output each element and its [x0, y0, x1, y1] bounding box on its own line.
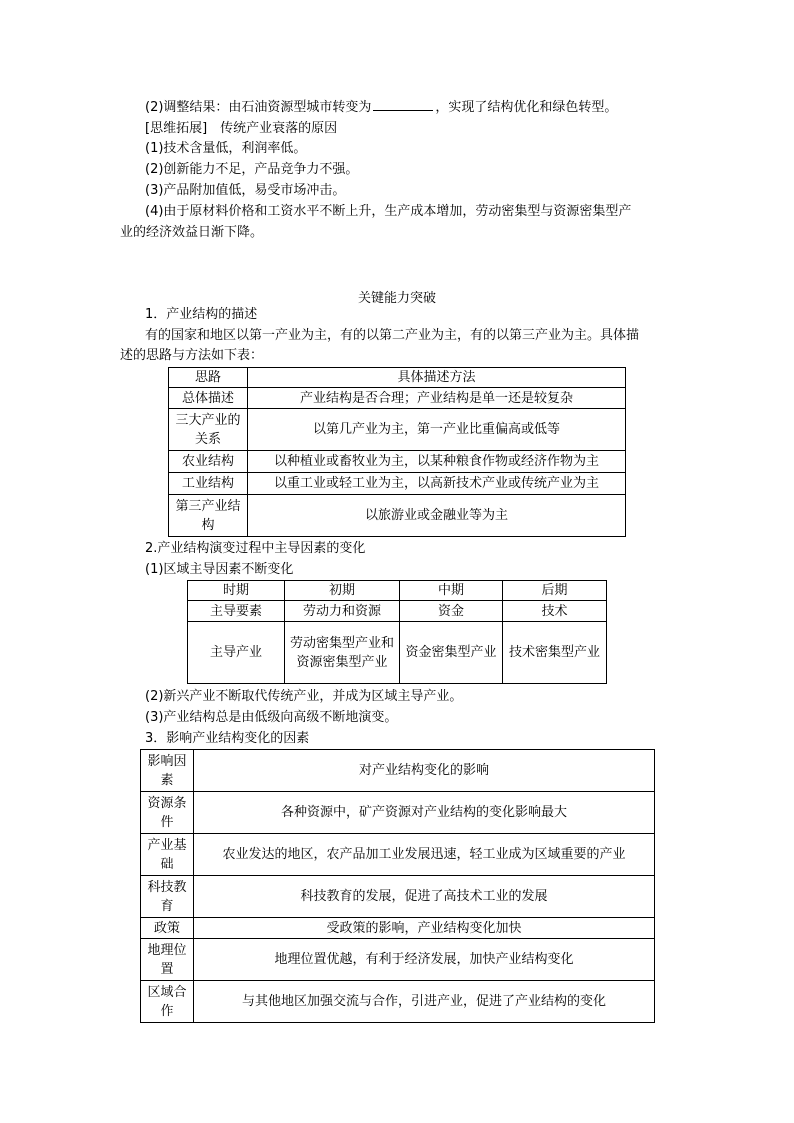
adjust-result-text-before: (2)调整结果：由石油资源型城市转变为 — [145, 100, 372, 115]
table-header-row — [141, 750, 655, 792]
table-row — [188, 622, 607, 684]
table-header-cell: 初期 — [285, 581, 400, 601]
table-row — [169, 495, 626, 537]
table-cell: 政策 — [141, 918, 194, 939]
reason-item-4: (4)由于原材料价格和工资水平不断上升，生产成本增加，劳动密集型与资源密集型产 — [145, 204, 632, 219]
table-row — [141, 876, 655, 918]
section-title: 关键能力突破 — [357, 291, 436, 306]
table-cell: 第三产业结构 — [169, 495, 248, 537]
section-1-heading: 1．产业结构的描述 — [145, 307, 258, 322]
table-cell: 主导要素 — [188, 601, 285, 622]
table-header-row — [169, 368, 626, 388]
table-cell: 地理位置优越，有利于经济发展，加快产业结构变化 — [194, 939, 655, 981]
table-cell: 三大产业的关系 — [169, 409, 248, 451]
reason-item-3: (3)产品附加值低，易受市场冲击。 — [145, 183, 346, 198]
section-2-sub-3: (3)产业结构总是由低级向高级不断地演变。 — [145, 710, 398, 725]
table-cell: 地理位置 — [141, 939, 194, 981]
table-cell: 与其他地区加强交流与合作，引进产业，促进了产业结构的变化 — [194, 981, 655, 1023]
section-3-heading: 3．影响产业结构变化的因素 — [145, 731, 310, 746]
section-2-heading: 2.产业结构演变过程中主导因素的变化 — [145, 541, 366, 556]
section-1-paragraph-line-1: 有的国家和地区以第一产业为主，有的以第二产业为主，有的以第三产业为主。具体描 — [145, 328, 640, 343]
table-cell: 技术 — [503, 601, 607, 622]
table-row — [169, 388, 626, 409]
table-cell: 总体描述 — [169, 388, 248, 409]
table-row — [169, 451, 626, 473]
table-cell: 资源条件 — [141, 792, 194, 834]
table-header-cell: 对产业结构变化的影响 — [194, 750, 655, 792]
table-cell: 以第几产业为主，第一产业比重偏高或低等 — [248, 409, 626, 451]
table-row — [141, 918, 655, 939]
table-header-cell: 后期 — [503, 581, 607, 601]
table-row — [141, 981, 655, 1023]
table-row — [141, 792, 655, 834]
answer-blank[interactable] — [373, 98, 433, 111]
table-row — [169, 473, 626, 495]
table-cell: 产业结构是否合理；产业结构是单一还是较复杂 — [248, 388, 626, 409]
reason-item-4-continued: 业的经济效益日渐下降。 — [120, 225, 264, 240]
thinking-expansion-title: [思维拓展] 传统产业衰落的原因 — [145, 121, 338, 136]
table-cell: 资金 — [400, 601, 503, 622]
table-cell: 资金密集型产业 — [400, 622, 503, 684]
section-2-sub-1: (1)区域主导因素不断变化 — [145, 562, 294, 577]
table-cell: 区域合作 — [141, 981, 194, 1023]
section-2-sub-2: (2)新兴产业不断取代传统产业，并成为区域主导产业。 — [145, 689, 463, 704]
table-header-cell: 思路 — [169, 368, 248, 388]
table-row — [141, 939, 655, 981]
table-cell: 以重工业或轻工业为主，以高新技术产业或传统产业为主 — [248, 473, 626, 495]
dominant-factor-table — [187, 580, 607, 684]
influence-factor-table — [140, 749, 655, 1023]
section-1-paragraph-line-2: 述的思路与方法如下表： — [120, 348, 264, 363]
table-row — [169, 409, 626, 451]
reason-item-1: (1)技术含量低，利润率低。 — [145, 141, 307, 156]
table-cell: 农业发达的地区，农产品加工业发展迅速，轻工业成为区域重要的产业 — [194, 834, 655, 876]
adjust-result-text-after: ，实现了结构优化和绿色转型。 — [435, 100, 618, 115]
table-cell: 科技教育的发展，促进了高技术工业的发展 — [194, 876, 655, 918]
structure-description-table — [168, 367, 626, 537]
table-cell: 科技教育 — [141, 876, 194, 918]
table-cell: 以旅游业或金融业等为主 — [248, 495, 626, 537]
table-cell: 工业结构 — [169, 473, 248, 495]
table-cell: 技术密集型产业 — [503, 622, 607, 684]
table-header-cell: 时期 — [188, 581, 285, 601]
table-cell: 农业结构 — [169, 451, 248, 473]
table-header-row — [188, 581, 607, 601]
table-row — [141, 834, 655, 876]
reason-item-2: (2)创新能力不足，产品竞争力不强。 — [145, 162, 359, 177]
adjust-result-line — [145, 98, 665, 118]
table-cell: 各种资源中，矿产资源对产业结构的变化影响最大 — [194, 792, 655, 834]
table-header-cell: 具体描述方法 — [248, 368, 626, 388]
table-cell: 受政策的影响，产业结构变化加快 — [194, 918, 655, 939]
table-cell: 主导产业 — [188, 622, 285, 684]
table-cell: 产业基础 — [141, 834, 194, 876]
table-cell: 以种植业或畜牧业为主，以某种粮食作物或经济作物为主 — [248, 451, 626, 473]
table-row — [188, 601, 607, 622]
table-cell: 劳动力和资源 — [285, 601, 400, 622]
table-header-cell: 影响因素 — [141, 750, 194, 792]
table-cell: 劳动密集型产业和资源密集型产业 — [285, 622, 400, 684]
table-header-cell: 中期 — [400, 581, 503, 601]
